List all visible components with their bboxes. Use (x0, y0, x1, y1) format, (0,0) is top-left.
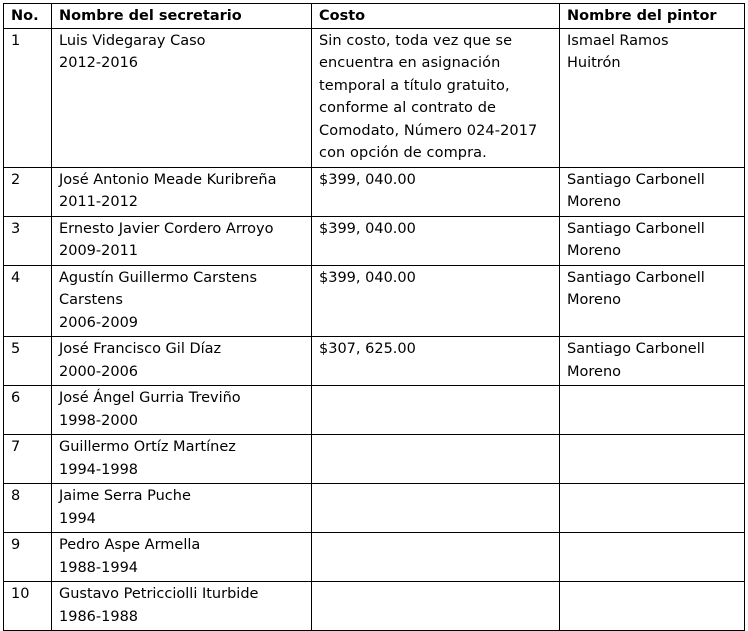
secretary-name: José Ángel Gurria Treviño (59, 390, 241, 406)
cost-line: $399, 040.00 (319, 220, 416, 237)
table-row (4, 582, 745, 631)
painter-line: Moreno (567, 194, 622, 210)
secretary-name: Jaime Serra Puche (59, 488, 191, 504)
cost-cell (312, 28, 560, 167)
cost-cell (312, 265, 560, 337)
row-number: 4 (4, 265, 52, 337)
row-number: 2 (4, 167, 52, 216)
painter-line: Santiago Carbonell (567, 171, 705, 188)
table-row (4, 28, 745, 167)
painter-line: Santiago Carbonell (567, 269, 705, 286)
painter-cell (560, 435, 745, 484)
painter-cell (560, 216, 745, 265)
cost-cell (312, 167, 560, 216)
painter-cell (560, 484, 745, 533)
row-number: 10 (4, 582, 52, 631)
secretary-years: 1988-1994 (59, 559, 139, 576)
cost-line: $399, 040.00 (319, 171, 416, 188)
cost-line: conforme al contrato de (319, 100, 497, 116)
painter-cell (560, 167, 745, 216)
cost-cell (312, 386, 560, 435)
secretary-years: 2006-2009 (59, 314, 139, 331)
painter-cell (560, 582, 745, 631)
row-number: 5 (4, 337, 52, 386)
header-painter-name: Nombre del pintor (560, 4, 745, 29)
secretary-name: Luis Videgaray Caso (59, 32, 206, 49)
row-number: 6 (4, 386, 52, 435)
painter-cell (560, 533, 745, 582)
cost-cell (312, 216, 560, 265)
secretary-name: José Antonio Meade Kuribreña (59, 171, 277, 188)
cost-line: con opción de compra. (319, 145, 487, 161)
table-row (4, 484, 745, 533)
cost-line: encuentra en asignación (319, 55, 501, 71)
painter-line: Moreno (567, 363, 622, 380)
painter-line: Ismael Ramos (567, 32, 669, 49)
cost-line: Sin costo, toda vez que se (319, 32, 513, 49)
cost-cell (312, 337, 560, 386)
table-row (4, 386, 745, 435)
cost-line: $307, 625.00 (319, 341, 416, 357)
secretary-years: 2000-2006 (59, 363, 139, 380)
row-number: 8 (4, 484, 52, 533)
painter-line: Huitrón (567, 55, 621, 71)
row-number: 3 (4, 216, 52, 265)
painter-line: Santiago Carbonell (567, 220, 705, 237)
secretary-years: 1994-1998 (59, 461, 139, 478)
painter-line: Moreno (567, 243, 622, 259)
header-row (4, 4, 745, 29)
cost-cell (312, 582, 560, 631)
secretary-years: 2009-2011 (59, 243, 139, 259)
secretary-cell (52, 386, 312, 435)
header-secretary-name: Nombre del secretario (52, 4, 312, 29)
secretaries-table (3, 3, 745, 631)
row-number: 9 (4, 533, 52, 582)
secretary-name: José Francisco Gil Díaz (59, 341, 222, 357)
secretary-cell (52, 533, 312, 582)
row-number: 1 (4, 28, 52, 167)
secretary-cell (52, 167, 312, 216)
painter-cell (560, 337, 745, 386)
secretary-cell (52, 582, 312, 631)
table-row (4, 216, 745, 265)
cost-line: Comodato, Número 024-2017 (319, 122, 538, 139)
secretary-years: 2011-2012 (59, 194, 139, 210)
cost-line: $399, 040.00 (319, 269, 416, 286)
secretary-cell (52, 435, 312, 484)
secretary-name: Pedro Aspe Armella (59, 537, 201, 553)
secretary-years: 1998-2000 (59, 412, 139, 429)
table-body (4, 28, 745, 631)
secretary-name: Gustavo Petricciolli Iturbide (59, 586, 259, 602)
table-row (4, 167, 745, 216)
secretary-cell (52, 337, 312, 386)
secretary-years: 1994 (59, 510, 96, 527)
table-row (4, 435, 745, 484)
painter-cell (560, 265, 745, 337)
secretary-name: Guillermo Ortíz Martínez (59, 439, 236, 455)
painter-line: Moreno (567, 292, 622, 308)
table-row (4, 533, 745, 582)
header-cost: Costo (312, 4, 560, 29)
secretary-cell (52, 28, 312, 167)
cost-line: temporal a título gratuito, (319, 77, 510, 94)
painter-line: Santiago Carbonell (567, 341, 705, 357)
painter-cell (560, 28, 745, 167)
secretary-name: Ernesto Javier Cordero Arroyo (59, 220, 274, 237)
header-no: No. (4, 4, 52, 29)
secretary-years: 2012-2016 (59, 55, 139, 71)
secretary-cell (52, 265, 312, 337)
secretary-years: 1986-1988 (59, 608, 139, 625)
table-row (4, 337, 745, 386)
table-row (4, 265, 745, 337)
cost-cell (312, 435, 560, 484)
cost-cell (312, 533, 560, 582)
secretary-cell (52, 216, 312, 265)
secretary-cell (52, 484, 312, 533)
cost-cell (312, 484, 560, 533)
painter-cell (560, 386, 745, 435)
row-number: 7 (4, 435, 52, 484)
secretary-name: Agustín Guillermo Carstens Carstens (59, 269, 258, 308)
table-header (4, 4, 745, 29)
